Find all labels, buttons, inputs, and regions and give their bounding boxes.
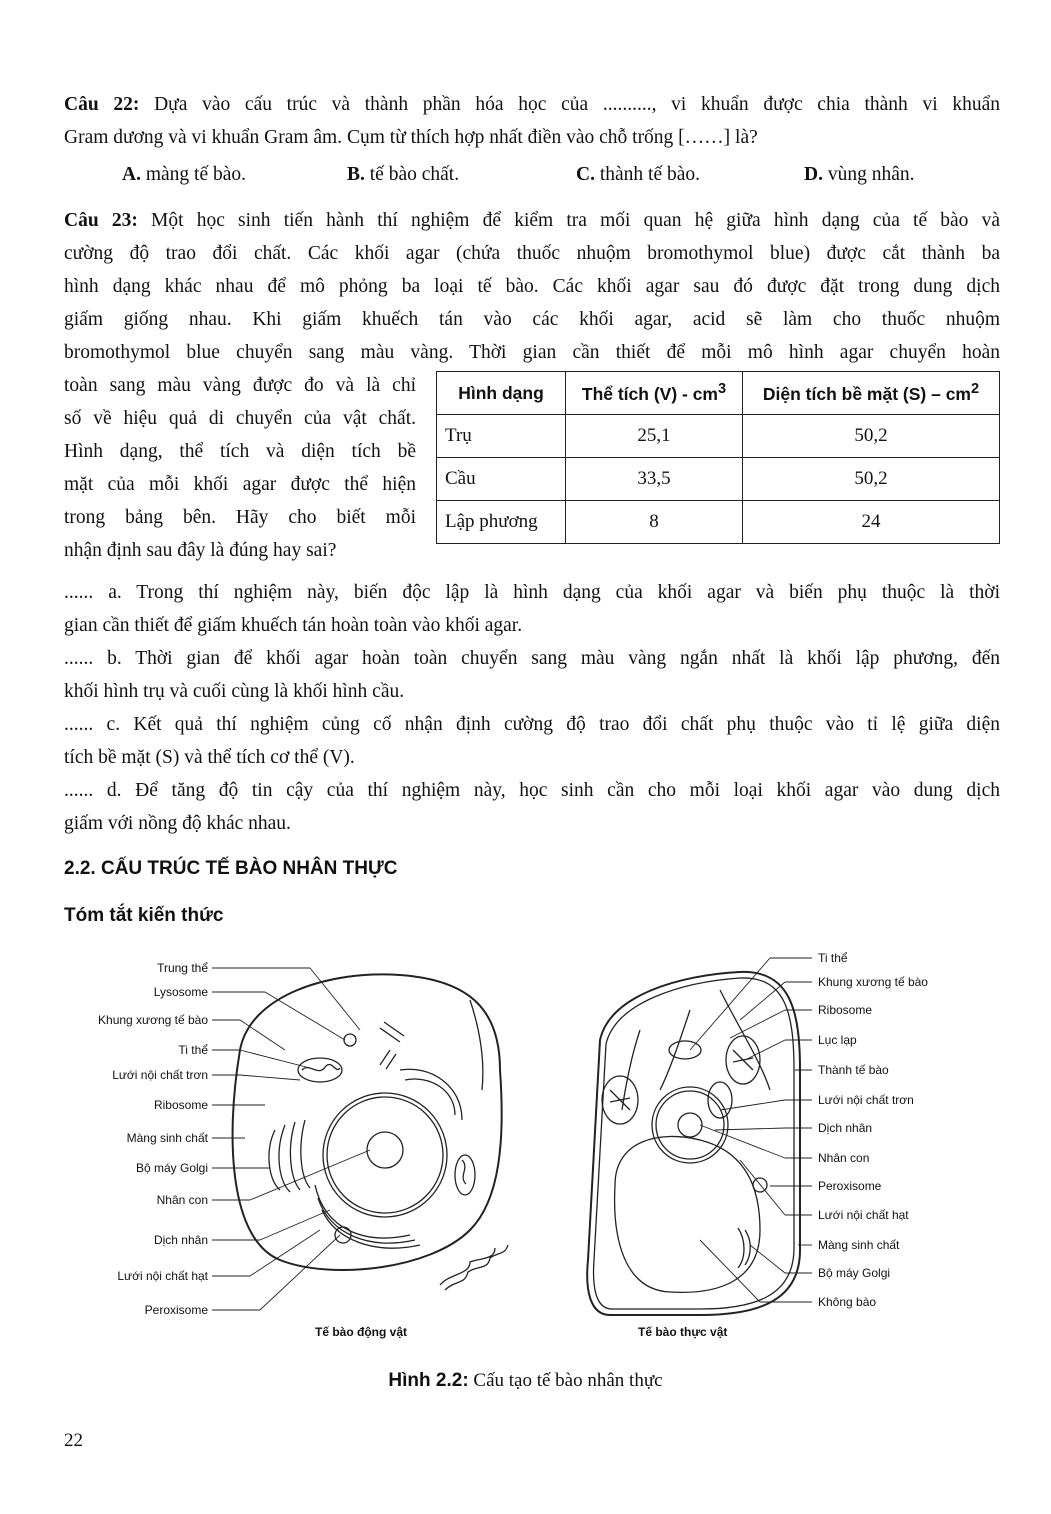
label-ribosome-plant: Ribosome [818,1003,873,1017]
table-cell: 50,2 [743,415,1000,458]
table-header-row [437,372,1000,415]
label-thanh-te-bao: Thành tế bào [818,1063,889,1077]
q23-line5: bromothymol blue chuyển sang màu vàng. Thời gian cần thiết để mỗi mô hình agar chuyển hoàn [64,342,1000,363]
table-cell: 33,5 [566,458,743,501]
label-ti-the: Ti thể [178,1043,208,1057]
q23-line1: Câu 23: Một học sinh tiến hành thí nghiệm để kiểm tra mối quan hệ giữa hình dạng của tế bào và [64,210,1001,231]
animal-cell-drawing [233,974,508,1290]
statement-a-line2: gian cần thiết để giấm khuếch tán hoàn toàn vào khối agar. [64,615,523,636]
label-dich-nhan: Dịch nhân [153,1233,208,1247]
q22-option-d: D. vùng nhân. [804,164,915,185]
figure-caption: Hình 2.2: Cấu tạo tế bào nhân thực [388,1370,663,1391]
statement-b-line1: ...... b. Thời gian để khối agar hoàn toàn chuyển sang màu vàng ngắn nhất là khối lập phương, đến [64,648,1000,669]
label-luoi-noi-chat-tron-plant: Lưới nội chất trơn [818,1093,914,1107]
label-luc-lap: Lục lạp [818,1033,857,1047]
statement-a-line1: ...... a. Trong thí nghiệm này, biến độc lập là hình dạng của khối agar và biến phụ thuộc là thời [64,582,1000,603]
statement-d-line2: giấm với nồng độ khác nhau. [64,813,291,834]
label-ribosome: Ribosome [153,1098,208,1112]
section-title: 2.2. CẤU TRÚC TẾ BÀO NHÂN THỰC [64,858,398,879]
statement-c-line2: tích bề mặt (S) và thể tích cơ thể (V). [64,747,355,768]
statement-c-line1: ...... c. Kết quả thí nghiệm củng cố nhận định cường độ trao đổi chất phụ thuộc vào tỉ lệ giữa diện [64,714,1000,735]
agar-table [436,371,1000,544]
table-header: Diện tích bề mặt $(S) - cm^2$ [743,372,1000,415]
label-khung-xuong-te-bao-plant: Khung xương tế bào [818,975,928,989]
section-subtitle: Tóm tắt kiến thức [64,905,224,926]
label-bo-may-golgi-plant: Bộ máy Golgi [818,1266,891,1280]
label-bo-may-golgi: Bộ máy Golgi [135,1161,208,1175]
eukaryotic-cell-figure [0,940,1051,1350]
table-cell: 25,1 [566,415,743,458]
q23-side-1: toàn sang màu vàng được đo và là chỉ [64,375,416,396]
plant-cell-drawing [587,972,800,1315]
label-luoi-noi-chat-tron: Lưới nội chất trơn [112,1068,208,1082]
q23-line2: cường độ trao đổi chất. Các khối agar (chứa thuốc nhuộm bromothymol blue) được cắt thành ba [64,243,1000,264]
q22-option-b: B. tế bào chất. [347,164,460,185]
statement-d-line1: ...... d. Để tăng độ tin cậy của thí nghiệm này, học sinh cần cho mỗi loại khối agar vào dung dịch [64,780,1000,801]
q23-side-5: trong bảng bên. Hãy cho biết mỗi [64,507,416,528]
page-number: 22 [64,1430,83,1451]
label-khong-bao: Không bào [818,1295,877,1309]
q22-option-a: A. màng tế bào. [122,164,247,185]
label-dich-nhan-plant: Dịch nhân [818,1121,873,1135]
label-peroxisome: Peroxisome [144,1303,208,1317]
table-cell: 50,2 [743,458,1000,501]
q23-line3: hình dạng khác nhau để mô phỏng ba loại tế bào. Các khối agar sau đó được đặt trong dung dịch [64,276,1000,297]
table-cell: Cầu [437,458,566,501]
table-header: Thể tích $(V) - cm^3$ [566,372,743,415]
table-cell: Lập phương [437,501,566,544]
plant-cell-caption: Tế bào thực vật [638,1325,728,1339]
animal-cell-caption: Tế bào động vật [315,1325,408,1339]
q22-option-c: C. thành tế bào. [576,164,701,185]
label-ti-the-plant: Ti thể [818,951,848,965]
q23-side-3: Hình dạng, thể tích và diện tích bề [64,441,416,462]
q23-side-6: nhận định sau đây là đúng hay sai? [64,540,337,561]
label-lysosome: Lysosome [153,985,208,999]
q22-line1: Câu 22: Dựa vào cấu trúc và thành phần hóa học của .........., vi khuẩn được chia thành vi khuẩn [64,94,1001,115]
q23-side-2: số về hiệu quả di chuyển của vật chất. [64,408,416,429]
label-khung-xuong-te-bao: Khung xương tế bào [98,1013,208,1027]
table-row [437,415,1000,458]
label-trung-the: Trung thể [157,961,208,975]
statement-b-line2: khối hình trụ và cuối cùng là khối hình cầu. [64,681,405,702]
table-cell: 8 [566,501,743,544]
label-peroxisome-plant: Peroxisome [818,1179,882,1193]
label-mang-sinh-chat-plant: Màng sinh chất [818,1238,900,1252]
table-row [437,458,1000,501]
table-cell: Trụ [437,415,566,458]
table-cell: 24 [743,501,1000,544]
label-nhan-con-plant: Nhân con [818,1151,870,1165]
q22-line2: Gram dương và vi khuẩn Gram âm. Cụm từ thích hợp nhất điền vào chỗ trống [……] là? [64,127,758,148]
label-luoi-noi-chat-hat-plant: Lưới nội chất hạt [818,1208,909,1222]
table-header: Hình dạng [437,372,566,415]
label-mang-sinh-chat: Màng sinh chất [126,1131,208,1145]
q23-line4: giấm giống nhau. Khi giấm khuếch tán vào các khối agar, acid sẽ làm cho thuốc nhuộm [64,309,1000,330]
q23-side-4: mặt của mỗi khối agar được thể hiện [64,474,416,495]
label-luoi-noi-chat-hat: Lưới nội chất hạt [117,1269,208,1283]
table-row [437,501,1000,544]
label-nhan-con: Nhân con [156,1193,208,1207]
